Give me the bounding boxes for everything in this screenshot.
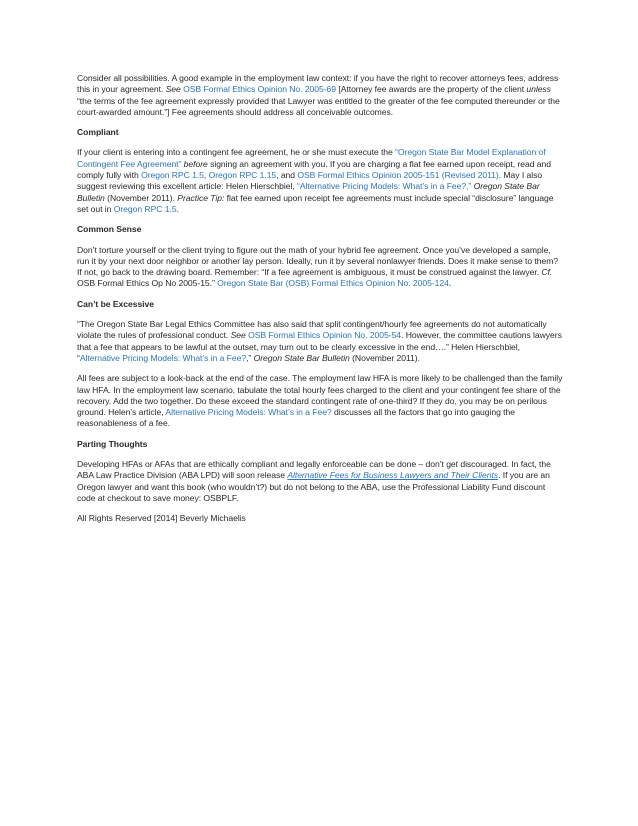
link-alternative-fees-book[interactable]: Alternative Fees for Business Lawyers and Their Clients <box>287 470 499 481</box>
link-osb-opinion-2005-54[interactable]: OSB Formal Ethics Opinion No. 2005-54 <box>248 330 402 341</box>
link-osb-opinion-2005-69[interactable]: OSB Formal Ethics Opinion No. 2005-69 <box>183 84 337 95</box>
heading-common-sense: Common Sense <box>77 224 142 235</box>
link-oregon-rpc-1-15[interactable]: Oregon RPC 1.15 <box>208 170 277 181</box>
intro-paragraph: Consider all possibilities. A good example in the employment law context: if you have the right to recover attorneys fees, address this in your agreement. See OSB Formal Ethics Opinion No. 2005-69 [Attorney fee awards are the property of the client unless “the terms of the fee agreement expressly provided that Lawyer was entitled to the greater of the fee computed thereunder or the court-awarded amount.”] Fee agreements should address all conceivable outcomes. <box>77 73 560 117</box>
link-alternative-pricing-models-2[interactable]: Alternative Pricing Models: What’s in a Fee? <box>79 352 247 363</box>
copyright-footer: All Rights Reserved [2014] Beverly Michaelis <box>77 513 246 524</box>
see-signal: See <box>165 84 181 95</box>
heading-parting-thoughts: Parting Thoughts <box>77 438 148 449</box>
link-oregon-rpc-1-5[interactable]: Oregon RPC 1.5 <box>141 170 204 181</box>
parting-paragraph: Developing HFAs or AFAs that are ethically compliant and legally enforceable can be done – don’t get discouraged. In fact, the ABA Law Practice Division (ABA LPD) will soon release Alternative Fees for Business Lawyers and Their Clients. If you are an Oregon lawyer and want this book (who wouldn’t?) but do not belong to the ABA, use the Professional Liability Fund discount code at checkout to save money: OSBPLF. <box>77 459 551 503</box>
link-alternative-pricing-models-3[interactable]: Alternative Pricing Models: What’s in a Fee? <box>165 407 332 418</box>
link-alternative-pricing-models[interactable]: “Alternative Pricing Models: What’s in a Fee?,” <box>297 181 472 192</box>
document-page <box>77 73 565 534</box>
link-oregon-rpc-1-5-second[interactable]: Oregon RPC 1.5 <box>113 203 177 214</box>
common-sense-paragraph: Don’t torture yourself or the client trying to figure out the math of your hybrid fee agreement. Once you’ve developed a sample, run it by your next door neighbor or another lay person. Ideally, run it by several nonlawyer friends. Does it make sense to them? If not, go back to the drawing board. Remember: “If a fee agreement is ambiguous, it must be construed against the lawyer. Cf. OSB Formal Ethics Op No 2005-15.” Oregon State Bar (OSB) Formal Ethics Opinion No. 2005-124. <box>77 244 559 289</box>
practice-tip-label: Practice Tip: <box>177 192 225 203</box>
excessive-paragraph-1: “The Oregon State Bar Legal Ethics Committee has also said that split contingent/hourly fee agreements do not automatically violate the rules of professional conduct. See OSB Formal Ethics Opinion No. 2005-54. However, the committee cautions lawyers that a fee that appears to be lawful at the outset, may turn out to be clearly excessive in the end….” Helen Hierschbiel, “Alternative Pricing Models: What’s in a Fee?,” Oregon State Bar Bulletin (November 2011). <box>77 319 562 363</box>
link-model-explanation[interactable]: “Oregon State Bar Model Explanation of Contingent Fee Agreement” <box>77 147 546 169</box>
excessive-paragraph-2: All fees are subject to a look-back at the end of the case. The employment law HFA is more likely to be challenged than the family law HFA. In the employment law scenario, tabulate the total hourly fees charged to the client and your contingent fee share of the recovery. Add the two together. Do these exceed the standard contingent rate of one-third? If they do, you may be on perilous ground. Helen’s article, Alternative Pricing Models: What’s in a Fee? discusses all the factors that go into gauging the reasonableness of a fee. <box>77 373 563 429</box>
compliant-paragraph: If your client is entering into a contingent fee agreement, he or she must execute the “Oregon State Bar Model Explanation of Contingent Fee Agreement” before signing an agreement with you. If you are charging a flat fee earned upon receipt, read and comply fully with Oregon RPC 1.5, Oregon RPC 1.15, and OSB Formal Ethics Opinion 2005-151 (Revised 2011). May I also suggest reviewing this excellent article: Helen Hierschbiel, “Alternative Pricing Models: What’s in a Fee?,” Oregon State Bar Bulletin (November 2011). Practice Tip: flat fee earned upon receipt fee agreements must include special “disclosure” language set out in Oregon RPC 1.5. <box>77 147 554 214</box>
heading-cant-be-excessive: Can’t be Excessive <box>77 298 154 309</box>
link-osb-opinion-2005-151[interactable]: OSB Formal Ethics Opinion 2005-151 (Revised 2011) <box>297 170 499 181</box>
link-osb-opinion-2005-124[interactable]: Oregon State Bar (OSB) Formal Ethics Opinion No. 2005-124 <box>217 278 449 289</box>
heading-compliant: Compliant <box>77 127 119 138</box>
